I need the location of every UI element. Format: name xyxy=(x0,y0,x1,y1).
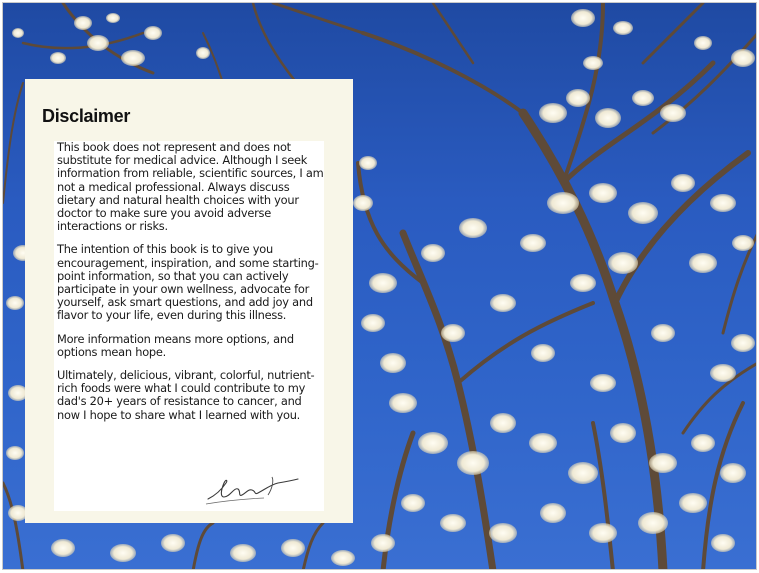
handwritten-signature-icon xyxy=(204,471,304,507)
disclaimer-card xyxy=(25,79,353,523)
disclaimer-body xyxy=(57,141,325,432)
page-title: Disclaimer xyxy=(42,106,131,126)
book-page xyxy=(2,2,757,570)
paragraph-hope: More information means more options, and options mean hope. xyxy=(57,331,294,359)
paragraph-ultimately: Ultimately, delicious, vibrant, colorful, nutrient-rich foods were what I could contribute to my dad's 20+ years of resistance to cancer, and now I hope to share what I learned with you. xyxy=(57,368,315,422)
paragraph-intention: The intention of this book is to give you encouragement, inspiration, and some starting-point information, so that you can actively participate in your own wellness, advocate for yourself, ask smart questions, and add joy and flavor to your life, even during this illness. xyxy=(57,242,319,323)
paragraph-medical-advice: This book does not represent and does not substitute for medical advice. Although I seek information from reliable, scientific sources, I am not a medical professional. Always discuss dietary and natural health choices with your doctor to make sure you avoid adverse interactions or risks. xyxy=(57,140,324,234)
disclaimer-text-box xyxy=(54,141,324,511)
